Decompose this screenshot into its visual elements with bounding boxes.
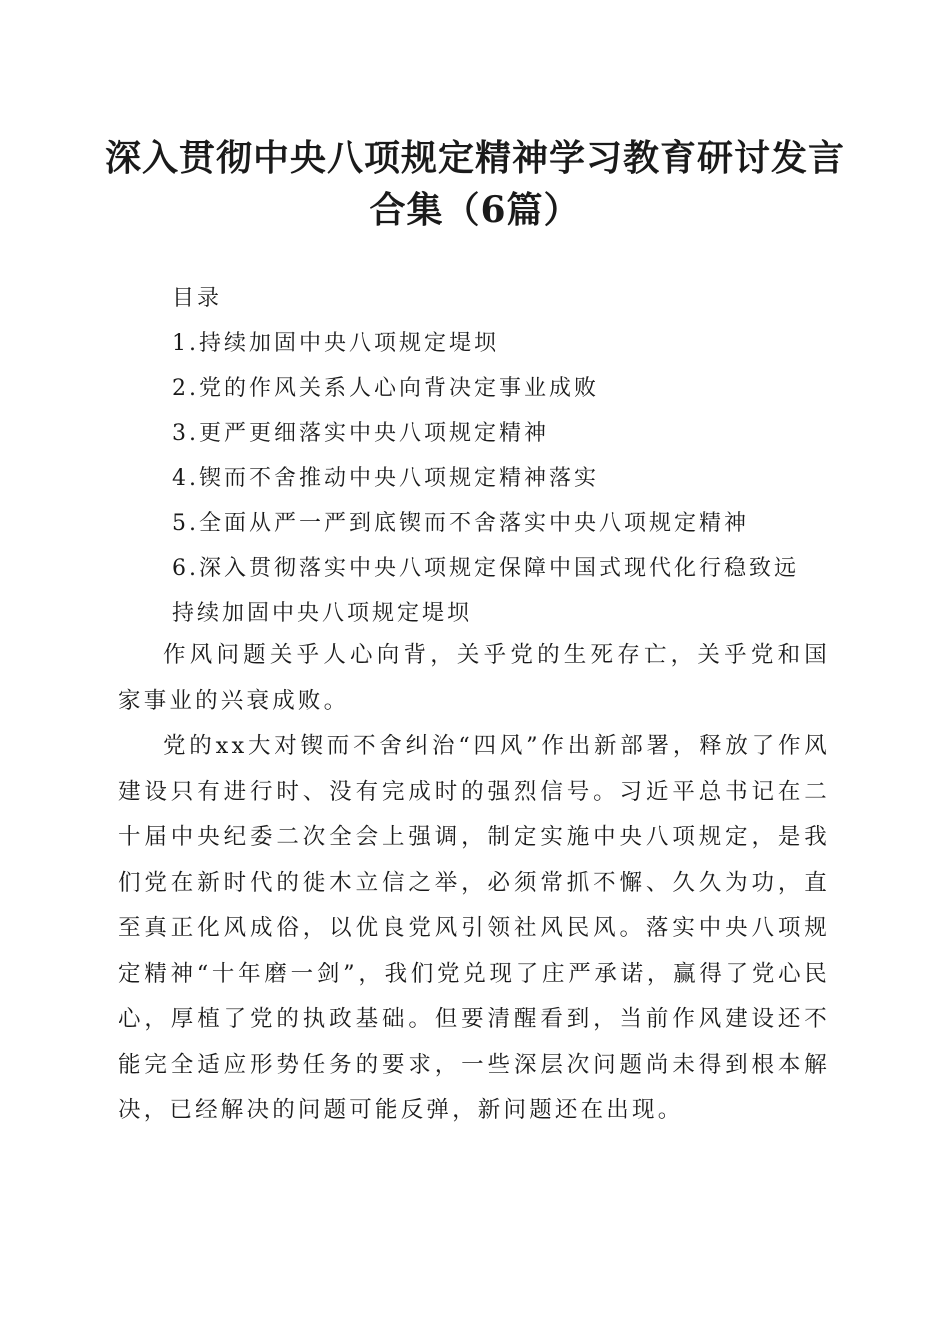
toc-item-2: 2.党的作风关系人心向背决定事业成败: [172, 376, 599, 401]
title-line-2: 合集（6篇）: [369, 189, 581, 231]
toc-item-1: 1.持续加固中央八项规定堤坝: [172, 331, 499, 356]
section-title: 持续加固中央八项规定堤坝: [172, 601, 473, 626]
toc-item-3: 3.更严更细落实中央八项规定精神: [172, 421, 549, 446]
title-line-1: 深入贯彻中央八项规定精神学习教育研讨发言: [104, 137, 845, 179]
toc-item-5: 5.全面从严一严到底锲而不舍落实中央八项规定精神: [172, 511, 749, 536]
paragraph-1: 作风问题关乎人心向背，关乎党的生死存亡，关乎党和国家事业的兴衰成败。: [118, 642, 830, 714]
document-title: [80, 132, 870, 236]
body-text: [118, 633, 830, 1134]
toc-item-4: 4.锲而不舍推动中央八项规定精神落实: [172, 466, 599, 491]
toc-item-6: 6.深入贯彻落实中央八项规定保障中国式现代化行稳致远: [172, 556, 799, 581]
toc-heading: 目录: [172, 286, 223, 311]
table-of-contents: [172, 276, 872, 636]
paragraph-2: 党的xx大对锲而不舍纠治“四风”作出新部署，释放了作风建设只有进行时、没有完成时的强烈信号。习近平总书记在二十届中央纪委二次全会上强调，制定实施中央八项规定，是我们党在新时代的徙木立信之举，必须常抓不懈、久久为功，直至真正化风成俗，以优良党风引领社风民风。落实中央八项规定精神“十年磨一剑”，我们党兑现了庄严承诺，赢得了党心民心，厚植了党的执政基础。但要清醒看到，当前作风建设还不能完全适应形势任务的要求，一些深层次问题尚未得到根本解决，已经解决的问题可能反弹，新问题还在出现。: [118, 733, 830, 1123]
